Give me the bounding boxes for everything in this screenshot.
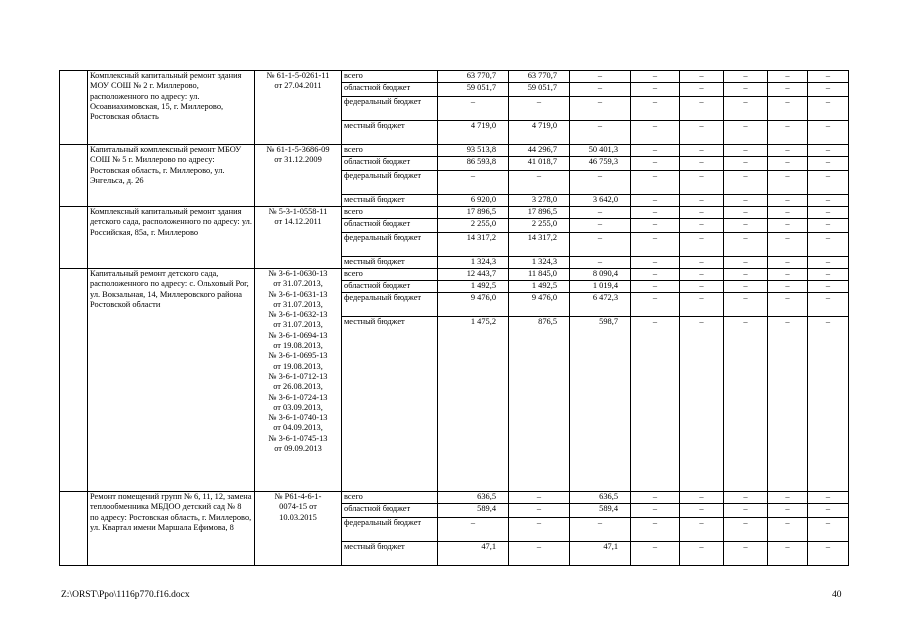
amount-cell: – (631, 518, 680, 542)
amount-cell: 50 401,3 (570, 145, 631, 157)
amount-cell: – (768, 518, 808, 542)
amount-cell: – (768, 257, 808, 269)
amount-cell: – (724, 269, 768, 281)
funding-source-cell: федеральный бюджет (342, 518, 438, 542)
amount-cell: – (438, 518, 509, 542)
amount-cell: 1 475,2 (438, 317, 509, 492)
approval-act-line: 0074-15 от (279, 502, 317, 512)
amount-cell: 46 759,3 (570, 157, 631, 171)
amount-cell: – (724, 71, 768, 83)
approval-act-cell (255, 207, 342, 269)
funding-source-cell: местный бюджет (342, 542, 438, 566)
amount-cell: – (768, 219, 808, 233)
amount-cell: – (680, 317, 724, 492)
amount-cell: – (680, 504, 724, 518)
amount-cell: 1 492,5 (438, 281, 509, 293)
object-name-cell: Ремонт помещений групп № 6, 11, 12, замена теплообменника МБДОО детский сад № 8 по адресу: Ростовская область, г. Миллерово, ул. Квартал имени Маршала Ефимова, 8 (88, 492, 255, 566)
amount-cell: – (808, 518, 849, 542)
approval-act-line: от 27.04.2011 (274, 81, 322, 91)
amount-cell: – (768, 97, 808, 121)
approval-act-line: № 3-6-1-0745-13 (268, 433, 328, 443)
object-name-cell: Капитальный ремонт детского сада, расположенного по адресу: с. Ольховый Рог, ул. Вокзальная, 14, Миллеровского района Ростовской области (88, 269, 255, 492)
table-row (60, 145, 849, 157)
funding-source-cell: местный бюджет (342, 257, 438, 269)
table-row (60, 492, 849, 504)
amount-cell: – (724, 542, 768, 566)
amount-cell: – (680, 518, 724, 542)
amount-cell: – (631, 219, 680, 233)
amount-cell: 17 896,5 (509, 207, 570, 219)
amount-cell: – (570, 83, 631, 97)
amount-cell: – (570, 171, 631, 195)
object-name-cell: Капитальный комплексный ремонт МБОУ СОШ № 5 г. Миллерово по адресу: Ростовская область, г. Миллерово, ул. Энгельса, д. 26 (88, 145, 255, 207)
amount-cell: 63 770,7 (509, 71, 570, 83)
amount-cell: – (631, 257, 680, 269)
amount-cell: – (768, 504, 808, 518)
amount-cell: – (724, 195, 768, 207)
amount-cell: – (509, 518, 570, 542)
funding-source-cell: федеральный бюджет (342, 171, 438, 195)
amount-cell: 9 476,0 (509, 293, 570, 317)
funding-source-cell: всего (342, 71, 438, 83)
approval-act-line: от 14.12.2011 (274, 217, 322, 227)
amount-cell: – (724, 171, 768, 195)
funding-source-cell: областной бюджет (342, 504, 438, 518)
amount-cell: – (724, 233, 768, 257)
amount-cell: – (724, 257, 768, 269)
funding-source-cell: всего (342, 269, 438, 281)
approval-act-line: от 31.07.2013, (273, 299, 323, 309)
amount-cell: – (808, 219, 849, 233)
funding-source-cell: областной бюджет (342, 83, 438, 97)
amount-cell: 8 090,4 (570, 269, 631, 281)
amount-cell: 636,5 (570, 492, 631, 504)
amount-cell: – (808, 97, 849, 121)
amount-cell: – (631, 145, 680, 157)
amount-cell: – (724, 281, 768, 293)
amount-cell: – (680, 281, 724, 293)
amount-cell: – (680, 145, 724, 157)
amount-cell: – (808, 83, 849, 97)
approval-act-line: от 31.07.2013, (273, 279, 323, 289)
amount-cell: – (680, 269, 724, 281)
amount-cell: 3 642,0 (570, 195, 631, 207)
amount-cell: – (631, 317, 680, 492)
amount-cell: – (768, 293, 808, 317)
object-name-cell: Комплексный капитальный ремонт здания детского сада, расположенного по адресу: ул. Российская, 85а, г. Миллерово (88, 207, 255, 269)
amount-cell: – (768, 121, 808, 145)
amount-cell: – (570, 71, 631, 83)
approval-act-cell (255, 492, 342, 566)
amount-cell: – (570, 219, 631, 233)
amount-cell: 47,1 (570, 542, 631, 566)
approval-act-line: № 3-6-1-0740-13 (268, 413, 328, 423)
amount-cell: – (631, 71, 680, 83)
amount-cell: 4 719,0 (509, 121, 570, 145)
amount-cell: – (808, 233, 849, 257)
amount-cell: 41 018,7 (509, 157, 570, 171)
amount-cell: – (631, 293, 680, 317)
amount-cell: – (768, 171, 808, 195)
approval-act-line: от 09.09.2013 (274, 444, 322, 454)
amount-cell: – (768, 145, 808, 157)
approval-act-line: № 61-1-5-3686-09 (266, 145, 330, 154)
amount-cell: – (724, 83, 768, 97)
amount-cell: 1 492,5 (509, 281, 570, 293)
amount-cell: – (808, 504, 849, 518)
amount-cell: – (808, 257, 849, 269)
funding-source-cell: федеральный бюджет (342, 293, 438, 317)
funding-source-cell: областной бюджет (342, 157, 438, 171)
budget-table (59, 70, 849, 566)
amount-cell: – (724, 121, 768, 145)
approval-act-line: № 61-1-5-0261-11 (266, 71, 330, 80)
amount-cell: – (680, 97, 724, 121)
amount-cell: – (808, 269, 849, 281)
approval-act-line: от 19.08.2013, (273, 361, 323, 371)
amount-cell: 2 255,0 (509, 219, 570, 233)
funding-source-cell: всего (342, 207, 438, 219)
amount-cell: 14 317,2 (509, 233, 570, 257)
approval-act-line: № 3-6-1-0630-13 (268, 269, 328, 278)
funding-source-cell: местный бюджет (342, 121, 438, 145)
approval-act-line: 10.03.2015 (279, 512, 317, 522)
amount-cell: – (509, 504, 570, 518)
row-number-cell (60, 145, 88, 207)
amount-cell: – (509, 492, 570, 504)
object-name-cell: Комплексный капитальный ремонт здания МОУ СОШ № 2 г. Миллерово, расположенного по адресу: ул. Осоавиахимовская, 15, г. Миллерово, Ростовская область (88, 71, 255, 145)
amount-cell: – (768, 207, 808, 219)
amount-cell: – (768, 83, 808, 97)
amount-cell: – (680, 157, 724, 171)
amount-cell: 6 920,0 (438, 195, 509, 207)
amount-cell: 63 770,7 (438, 71, 509, 83)
approval-act-line: № 3-6-1-0712-13 (268, 371, 328, 381)
amount-cell: – (724, 518, 768, 542)
amount-cell: – (724, 145, 768, 157)
approval-act-line: от 04.09.2013, (273, 423, 323, 433)
approval-act-line: от 26.08.2013, (273, 382, 323, 392)
amount-cell: 17 896,5 (438, 207, 509, 219)
page-number: 40 (832, 590, 842, 600)
amount-cell: – (724, 207, 768, 219)
amount-cell: – (768, 233, 808, 257)
amount-cell: – (680, 71, 724, 83)
amount-cell: – (808, 293, 849, 317)
amount-cell: – (631, 171, 680, 195)
amount-cell: 1 324,3 (509, 257, 570, 269)
amount-cell: 59 051,7 (438, 83, 509, 97)
amount-cell: 2 255,0 (438, 219, 509, 233)
amount-cell: 11 845,0 (509, 269, 570, 281)
approval-act-line: № 3-6-1-0695-13 (268, 351, 328, 361)
amount-cell: – (808, 171, 849, 195)
amount-cell: 47,1 (438, 542, 509, 566)
amount-cell: – (631, 281, 680, 293)
approval-act-line: № Р61-4-6-1- (274, 492, 322, 501)
amount-cell: – (680, 233, 724, 257)
amount-cell: – (680, 219, 724, 233)
approval-act-line: от 19.08.2013, (273, 341, 323, 351)
amount-cell: – (631, 207, 680, 219)
row-number-cell (60, 207, 88, 269)
amount-cell: – (631, 97, 680, 121)
amount-cell: – (680, 257, 724, 269)
amount-cell: – (509, 542, 570, 566)
funding-source-cell: всего (342, 145, 438, 157)
amount-cell: – (768, 492, 808, 504)
amount-cell: – (680, 542, 724, 566)
row-number-cell (60, 269, 88, 492)
amount-cell: – (768, 269, 808, 281)
amount-cell: – (808, 145, 849, 157)
amount-cell: 59 051,7 (509, 83, 570, 97)
amount-cell: – (724, 219, 768, 233)
amount-cell: – (808, 317, 849, 492)
amount-cell: 598,7 (570, 317, 631, 492)
amount-cell: – (438, 97, 509, 121)
amount-cell: – (631, 83, 680, 97)
approval-act-line: № 3-6-1-0631-13 (268, 289, 328, 299)
approval-act-line: № 5-3-1-0558-11 (268, 207, 328, 216)
amount-cell: 44 296,7 (509, 145, 570, 157)
amount-cell: – (570, 121, 631, 145)
amount-cell: 9 476,0 (438, 293, 509, 317)
amount-cell: – (808, 157, 849, 171)
amount-cell: – (509, 171, 570, 195)
amount-cell: – (631, 157, 680, 171)
amount-cell: 589,4 (570, 504, 631, 518)
amount-cell: – (631, 233, 680, 257)
funding-source-cell: федеральный бюджет (342, 233, 438, 257)
amount-cell: – (680, 121, 724, 145)
amount-cell: – (509, 97, 570, 121)
approval-act-line: № 3-6-1-0724-13 (268, 392, 328, 402)
amount-cell: – (631, 269, 680, 281)
amount-cell: – (570, 233, 631, 257)
amount-cell: – (808, 195, 849, 207)
amount-cell: – (724, 504, 768, 518)
amount-cell: – (680, 83, 724, 97)
amount-cell: – (570, 207, 631, 219)
approval-act-line: от 03.09.2013, (273, 402, 323, 412)
funding-source-cell: областной бюджет (342, 281, 438, 293)
approval-act-cell (255, 145, 342, 207)
funding-source-cell: федеральный бюджет (342, 97, 438, 121)
amount-cell: – (768, 71, 808, 83)
funding-source-cell: местный бюджет (342, 195, 438, 207)
amount-cell: – (808, 121, 849, 145)
amount-cell: – (631, 492, 680, 504)
approval-act-line: № 3-6-1-0694-13 (268, 330, 328, 340)
approval-act-cell (255, 269, 342, 492)
amount-cell: – (724, 492, 768, 504)
amount-cell: 636,5 (438, 492, 509, 504)
amount-cell: 876,5 (509, 317, 570, 492)
amount-cell: – (768, 195, 808, 207)
table-row (60, 269, 849, 281)
amount-cell: – (768, 281, 808, 293)
amount-cell: – (680, 171, 724, 195)
approval-act-cell (255, 71, 342, 145)
amount-cell: – (724, 157, 768, 171)
table-row (60, 207, 849, 219)
amount-cell: – (631, 195, 680, 207)
amount-cell: 3 278,0 (509, 195, 570, 207)
amount-cell: – (808, 542, 849, 566)
approval-act-line: от 31.07.2013, (273, 320, 323, 330)
amount-cell: – (808, 207, 849, 219)
amount-cell: 6 472,3 (570, 293, 631, 317)
amount-cell: – (438, 171, 509, 195)
amount-cell: – (768, 317, 808, 492)
table-row (60, 71, 849, 83)
amount-cell: 14 317,2 (438, 233, 509, 257)
amount-cell: 1 324,3 (438, 257, 509, 269)
amount-cell: – (768, 157, 808, 171)
amount-cell: 93 513,8 (438, 145, 509, 157)
amount-cell: – (680, 207, 724, 219)
row-number-cell (60, 492, 88, 566)
approval-act-line: от 31.12.2009 (274, 155, 322, 165)
amount-cell: – (570, 97, 631, 121)
amount-cell: – (724, 317, 768, 492)
approval-act-line: № 3-6-1-0632-13 (268, 310, 328, 320)
amount-cell: 1 019,4 (570, 281, 631, 293)
funding-source-cell: всего (342, 492, 438, 504)
row-number-cell (60, 71, 88, 145)
amount-cell: 12 443,7 (438, 269, 509, 281)
amount-cell: – (631, 542, 680, 566)
footer-file-path: Z:\ORST\Ppo\1116p770.f16.docx (61, 590, 190, 600)
funding-source-cell: областной бюджет (342, 219, 438, 233)
amount-cell: 86 593,8 (438, 157, 509, 171)
amount-cell: – (631, 121, 680, 145)
amount-cell: – (680, 293, 724, 317)
amount-cell: – (680, 195, 724, 207)
amount-cell: – (808, 281, 849, 293)
amount-cell: – (808, 71, 849, 83)
amount-cell: 4 719,0 (438, 121, 509, 145)
amount-cell: – (680, 492, 724, 504)
amount-cell: – (768, 542, 808, 566)
amount-cell: – (570, 257, 631, 269)
amount-cell: – (570, 518, 631, 542)
amount-cell: 589,4 (438, 504, 509, 518)
amount-cell: – (631, 504, 680, 518)
amount-cell: – (724, 97, 768, 121)
funding-source-cell: местный бюджет (342, 317, 438, 492)
amount-cell: – (724, 293, 768, 317)
amount-cell: – (808, 492, 849, 504)
